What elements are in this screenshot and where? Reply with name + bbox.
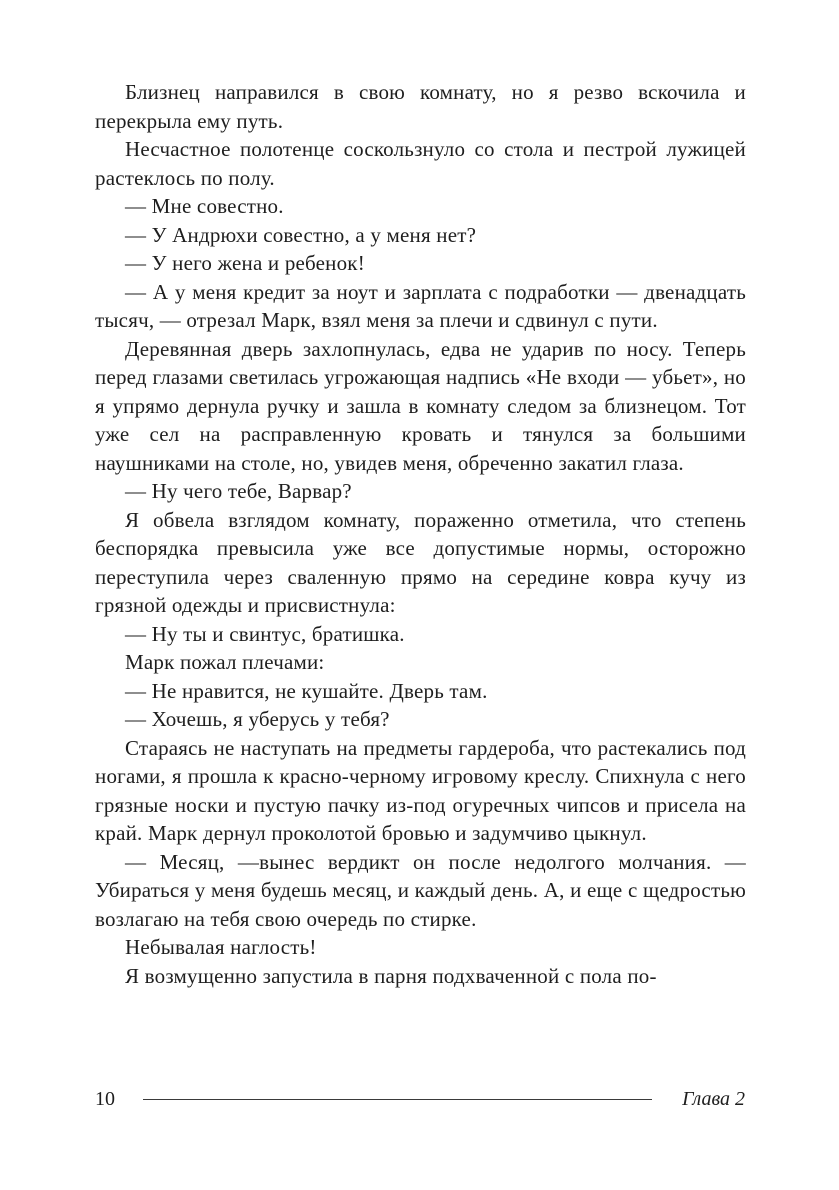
dialogue-paragraph: — А у меня кредит за ноут и зарплата с подработки — двенадцать тысяч, — отрезал Марк, взял меня за плечи и сдвинул с пути. xyxy=(95,279,746,332)
paragraph: Деревянная дверь захлопнулась, едва не ударив по носу. Теперь перед глазами светилась угрожающая надпись «Не входи — убьет», но я упрямо дернула ручку и зашла в комнату следом за близнецом. Тот уже сел на расправленную кровать и тянулся за большими наушниками на столе, но, увидев меня, обреченно закатил глаза. xyxy=(95,336,746,475)
paragraph: Близнец направился в свою комнату, но я резво вскочила и перекрыла ему путь. xyxy=(95,80,746,133)
dialogue-paragraph: — Хочешь, я уберусь у тебя? xyxy=(125,707,390,731)
paragraph: Несчастное полотенце соскользнуло со стола и пестрой лужицей растеклось по полу. xyxy=(95,137,746,190)
paragraph: Я возмущенно запустила в парня подхваченной с пола по- xyxy=(125,963,657,988)
paragraph: Я обвела взглядом комнату, пораженно отметила, что степень беспорядка превысила уже все допустимые нормы, осторожно переступила через сваленную прямо на середине ковра кучу из грязной одежды и присвистнула: xyxy=(95,507,746,617)
dialogue-paragraph: — У него жена и ребенок! xyxy=(125,251,365,275)
page-footer xyxy=(95,1088,745,1111)
dialogue-paragraph: — Месяц, —вынес вердикт он после недолгого молчания. — Убираться у меня будешь месяц, и каждый день. А, и еще с щедростью возлагаю на тебя свою очередь по стирке. xyxy=(95,849,746,931)
chapter-label: Глава 2 xyxy=(682,1088,745,1110)
dialogue-paragraph: — Ну чего тебе, Варвар? xyxy=(125,479,352,503)
footer-rule xyxy=(143,1099,652,1100)
page-number: 10 xyxy=(95,1088,115,1110)
paragraph: Марк пожал плечами: xyxy=(125,650,325,674)
text-block xyxy=(95,78,746,990)
paragraph: Стараясь не наступать на предметы гардероба, что растекались под ногами, я прошла к красно-черному игровому креслу. Спихнула с него грязные носки и пустую пачку из-под огуречных чипсов и присела на край. Марк дернул проколотой бровью и задумчиво цыкнул. xyxy=(95,735,746,845)
paragraph: Небывалая наглость! xyxy=(125,935,317,959)
dialogue-paragraph: — Ну ты и свинтус, братишка. xyxy=(125,621,405,646)
dialogue-paragraph: — У Андрюхи совестно, а у меня нет? xyxy=(125,222,477,247)
dialogue-paragraph: — Не нравится, не кушайте. Дверь там. xyxy=(125,678,488,703)
dialogue-paragraph: — Мне совестно. xyxy=(125,194,284,218)
